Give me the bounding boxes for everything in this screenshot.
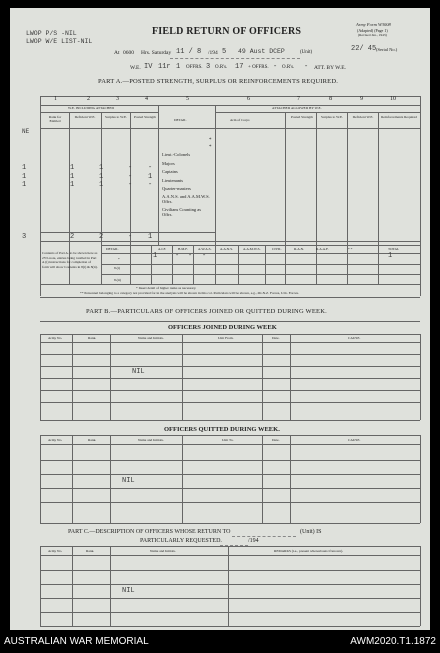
detail-hdr-detail: DETAIL: [106, 247, 119, 251]
detail-label-8ii: 8.(ii): [114, 278, 121, 282]
subhdr-arm-of-corps: Arm of Corps: [230, 118, 250, 122]
detail-hdr-aamws: A.A.M.W.S.: [243, 247, 261, 251]
offrs-count-2: -: [273, 63, 278, 71]
part-b-title: PART B.—PARTICULARS OF OFFICERS JOINED OR QUITTED DURING WEEK.: [86, 308, 327, 315]
joined-hdr-cause: CAUSE.: [348, 336, 361, 340]
detail-aans-value: -: [202, 252, 207, 260]
subhdr-deficient-2: Deficient W.E.: [352, 115, 374, 119]
year-prefix: /194: [208, 50, 218, 56]
rank-lt-col: Lieut.-Colonels: [162, 152, 191, 157]
footer-accession: AWM2020.T1.1872: [350, 636, 436, 647]
quitted-hdr-date: Date.: [272, 438, 280, 442]
rank-lieutenants: Lieutenants: [162, 177, 183, 183]
year-digit: 5: [222, 48, 227, 56]
rank-civilians: Civilians Counting as Offrs.: [162, 206, 202, 217]
form-title: FIELD RETURN OF OFFICERS: [152, 26, 302, 37]
quitted-nil: NIL: [122, 477, 135, 485]
archive-footer: [0, 630, 440, 653]
subhdr-surplus: Surplus to W.E.: [105, 115, 127, 119]
rank-aans: A.A.N.S. and A.A.M.W.S. Offrs.: [162, 193, 210, 204]
joined-hdr-army-no: Army No.: [48, 336, 63, 340]
quitted-hdr-army-no: Army No.: [48, 438, 63, 442]
quitted-hdr-rank: Rank.: [88, 438, 97, 442]
ors-count-2: -: [304, 63, 309, 71]
col3-total: 2: [99, 233, 104, 241]
col-num-6: 6: [247, 96, 250, 102]
army-form-number: Army Form W3008: [356, 22, 391, 27]
part-c-requested: PARTICULARLY REQUESTED.: [140, 538, 222, 544]
contents-note: Contents of Part A. to be shown here as 25% note, entries being totalled in Part A (i) instructions for completion of form will show Contents in 8(i) & 8(ii).: [42, 251, 98, 269]
detail-aif-value: 1: [153, 252, 158, 260]
report-day-month: 11 / 8: [176, 48, 202, 56]
at-label: At: [114, 50, 120, 56]
hrs-day-label: Hrs. Saturday: [141, 50, 172, 56]
part-c-unit-label: (Unit) IS: [300, 529, 322, 535]
partc-hdr-army-no: Army No.: [48, 549, 63, 553]
joined-hdr-rank: Rank.: [88, 336, 97, 340]
quitted-hdr-name: Name and Initials.: [138, 438, 164, 442]
joined-nil: NIL: [132, 368, 145, 376]
col3-figures: 1 1 1: [99, 164, 104, 189]
report-time: 0600: [123, 50, 134, 56]
we-iv: IV: [144, 63, 153, 71]
col5-total: 1: [148, 233, 153, 241]
detail-label-star: *: [118, 257, 120, 261]
detail-hdr-raaf: R.A.A.F.: [316, 247, 329, 251]
detail-hdr-aif: A.I.F.: [158, 247, 166, 251]
detail-hdr-aans: A.A.N.S.: [220, 247, 234, 251]
part-a-title: PART A.—POSTED STRENGTH, SURPLUS OR REINFORCEMENTS REQUIRED.: [98, 78, 339, 85]
col4-total: -: [128, 233, 133, 241]
form-adapted: (Adapted) (Page 1): [357, 28, 388, 33]
footnote-higher-ranks: * Insert detail of higher ranks as necessary.: [136, 286, 197, 290]
quitted-hdr-unit-to: Unit To.: [222, 438, 234, 442]
detail-label-8i: 8.(i): [114, 266, 120, 270]
partc-hdr-rank: Rank.: [86, 549, 95, 553]
col-num-3: 3: [116, 96, 119, 102]
offrs-label-1: OFFRS.: [186, 65, 203, 70]
partc-hdr-name: Name and Initials.: [150, 549, 176, 553]
rank-captains: Captains: [162, 169, 178, 174]
detail-hdr-ran: R.A.N.: [294, 247, 305, 251]
col-num-5: 5: [186, 96, 189, 102]
ne-col-figures: 1 1 1: [22, 164, 27, 189]
col-num-10: 10: [390, 96, 396, 102]
col-num-2: 2: [87, 96, 90, 102]
subhdr-reinforcements: Reinforcements Required: [381, 115, 417, 119]
subhdr-deficient: Deficient W.E.: [74, 115, 96, 119]
footer-source: AUSTRALIAN WAR MEMORIAL: [4, 636, 149, 647]
part-c-date-year: /194: [248, 538, 259, 544]
joined-title: OFFICERS JOINED DURING WEEK: [168, 324, 277, 331]
offrs-count-1: 3: [206, 63, 211, 71]
ne-mark: NE: [22, 128, 30, 135]
col2-total: 2: [70, 233, 75, 241]
footnote-other-category: ** Personnel belonging to a category not provided for in the analysis will be shown in this col. Particulars will be shown, e.g., 2K.N.Z. Forces, U.K. Forces.: [80, 291, 299, 295]
joined-hdr-name: Name and Initials.: [138, 336, 164, 340]
col-num-1: 1: [54, 96, 57, 102]
unit-name: 49 Aust DCEP: [238, 48, 285, 55]
subhdr-detail: DETAIL: [174, 118, 187, 122]
attached-allowed-header: ATTACHED ALLOWED BY W.E.: [272, 106, 322, 110]
rank-majors: Majors: [162, 160, 175, 166]
quitted-title: OFFICERS QUITTED DURING WEEK.: [164, 426, 280, 433]
detail-hdr-civil: CIVIL: [272, 247, 282, 251]
part-c-title: PART C.—DESCRIPTION OF OFFICERS WHOSE RETURN TO: [68, 529, 231, 535]
att-by-we-label: ATT. BY W.E.: [314, 65, 346, 71]
subhdr-posted-strength: Posted Strength: [133, 115, 157, 119]
offrs-label-2: + OFFRS.: [248, 65, 269, 70]
col4-figures: - - -: [128, 164, 133, 189]
form-revised: (Revised Jan., 1943): [358, 33, 387, 37]
col-num-9: 9: [360, 96, 363, 102]
detail-awas-value: -: [188, 252, 193, 260]
joined-hdr-unit-from: Unit From.: [218, 336, 234, 340]
serial-label: (Serial No.): [376, 47, 398, 52]
typed-nil-lwop-we: LWOP W/E LIST-NIL: [26, 38, 93, 45]
col5-figures: - 1 -: [148, 164, 153, 189]
ne-total: 3: [22, 233, 27, 241]
partc-nil: NIL: [122, 587, 135, 595]
subhdr-surplus-2: Surplus to W.E.: [321, 115, 343, 119]
subhdr-rank-entitled: Rank for Entitled: [48, 115, 62, 123]
rank-quartermasters: Quarter-masters: [162, 186, 191, 191]
detail-hdr-awas: A.W.A.S.: [198, 247, 212, 251]
ors-count-1: 17: [235, 63, 244, 71]
detail-total-value: 1: [388, 252, 393, 260]
serial-number: 22/ 45: [351, 45, 377, 53]
we-1: 1: [176, 63, 181, 71]
typed-nil-lwop-ps: LWOP P/S -NIL: [26, 30, 77, 37]
we-including-attached-header: W.E. INCLUDING ATTACHED: [68, 106, 115, 110]
quitted-hdr-cause: CAUSE.: [348, 438, 361, 442]
ors-label-2: O.R's.: [282, 65, 295, 70]
we-11r: 11r: [158, 63, 171, 71]
col-num-4: 4: [145, 96, 148, 102]
we-label: W.E.: [130, 65, 141, 71]
detail-hdr-other: * *: [348, 247, 353, 251]
rank-list: [162, 151, 212, 217]
col-num-8: 8: [329, 96, 332, 102]
partc-hdr-remarks: REMARKS (i.e., present whereabouts if known).: [274, 549, 344, 553]
detail-hdr-bmf: B.M.F.: [178, 247, 188, 251]
detail-bmf-value: -: [175, 252, 180, 260]
ors-label-1: O.R's.: [215, 65, 228, 70]
col2-figures: 1 1 1: [70, 164, 75, 189]
unit-label: (Unit): [300, 50, 313, 55]
col-num-7: 7: [297, 96, 300, 102]
document-page: LWOP P/S -NIL LWOP W/E LIST-NIL FIELD RETURN OF OFFICERS Army Form W3008 (Adapted) (Page 1) (Revised Jan., 1943) At 0600 Hrs. Saturday 11 / 8 /194 5 49 Aust DCEP (Unit) 22/ 45 (Serial No.) W.E. IV 11r 1 OFFRS. 3 O.R's. 17 + OFFRS. - O.R's. - ATT. BY W.E. PART A.—POSTED STRENGTH, SURPLUS OR REINFORCEMENTS REQUIRED. 1 2 3 4 5 6 7 8 9 10 W.E. INCLUDING ATTACHED ATTACHED ALLOWED BY W.E. Rank for Entitled Deficient W.E. Surplus to W.E. Posted Strength DETAIL Arm of Corps Posted Strength Surplus to W.E. Deficient W.E. Reinforcements Required NE Lieut.-Colonels Majors Captains Lieutenants Quarter-masters A.A.N.S. and A.A.M.W.S. Offrs. Civilians Counting as Offrs. * * 1 1 1 1 1 1 1 1 1 - - - - 1 - 3 2 2 - 1 DETAIL A.I.F. B.M.F. A.W.A.S. A.A.N.S. A.A.M.W.S. CIVIL R.A.N. R.A.A.F. * * TOTAL 1 - - - 1 * 8.(i) 8.(ii) Contents of Part A. to be shown here as 25% note, entries being totalled in Part A (i) instructions for completion of form will show Contents in 8(i) & 8(ii). * Insert detail of higher ranks as necessary. ** Personnel belonging to a category not provided for in the analysis will be shown in this col. Particulars will be shown, e.g., 2K.N.Z. Forces, U.K. Forces. PART B.—PARTICULARS OF OFFICERS JOINED OR QUITTED DURING WEEK. OFFICERS JOINED DURING WEEK Army No. Rank. Name and Initials. Unit From. Date. CAUSE. NIL OFFICERS QUITTED DURING WEEK. Army No. Rank. Name and Initials. Unit To. Date. CAUSE. NIL PART C.—DESCRIPTION OF OFFICERS WHOSE RETURN TO (Unit) IS PARTICULARLY REQUESTED. /194 Army No. Rank. Name and Initials. REMARKS (i.e., present whereabouts if known). NIL: [10, 8, 430, 630]
subhdr-posted-strength-2: Posted Strength: [290, 115, 314, 119]
joined-hdr-date: Date.: [272, 336, 280, 340]
detail-hdr-total: TOTAL: [388, 247, 400, 251]
